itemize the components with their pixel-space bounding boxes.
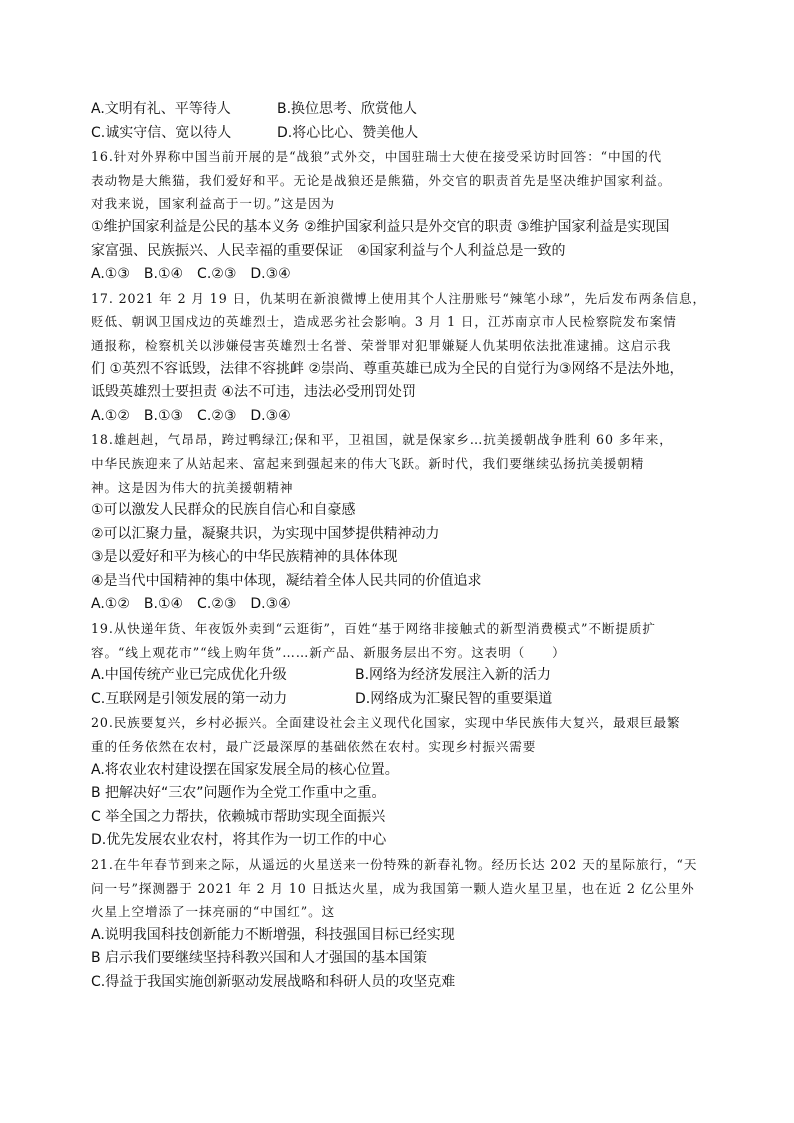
q21-option-a[interactable]: A.说明我国科技创新能力不断增强，科技强国目标已经实现 xyxy=(91,926,455,943)
q16-choices xyxy=(91,263,707,287)
q18-item-line: ①可以激发人民群众的民族自信心和自豪感 xyxy=(91,502,356,519)
q15-options-row-2 xyxy=(91,122,707,146)
q18-choice-d[interactable]: D.③④ xyxy=(250,596,291,613)
q18-item-line: ②可以汇聚力量，凝聚共识，为实现中国梦提供精神动力 xyxy=(91,525,440,542)
q18-choices xyxy=(91,593,707,617)
q16-item-line: ①维护国家利益是公民的基本义务 ②维护国家利益只是外交官的职责 ③维护国家利益是实现国 xyxy=(91,218,670,235)
q20-stem-line: 20.民族要复兴，乡村必振兴。全面建设社会主义现代化国家，实现中华民族伟大复兴，最艰巨最繁 xyxy=(91,715,681,731)
q20-stem-line: 重的任务依然在农村，最广泛最深厚的基础依然在农村。实现乡村振兴需要 xyxy=(91,739,537,755)
q15-options-row-1 xyxy=(91,98,707,122)
q20-option-d[interactable]: D.优先发展农业农村，将其作为一切工作的中心 xyxy=(91,832,387,849)
q16-stem-line: 表动物是大熊猫，我们爱好和平。无论是战狼还是熊猫，外交官的职责首先是坚决维护国家利益。 xyxy=(91,172,672,188)
q21-stem-line: 火星上空增添了一抹亮丽的“中国红”。这 xyxy=(91,904,336,920)
q17-choices xyxy=(91,405,707,429)
q18-stem-line: 神。这是因为伟大的抗美援朝精神 xyxy=(91,479,294,495)
q17-stem-line: 通报称，检察机关以涉嫌侵害英雄烈士名誉、荣誉罪对犯罪嫌疑人仇某明依法批准逮捕。这启示我 xyxy=(91,337,672,353)
q15-option-b[interactable]: B.换位思考、欣赏他人 xyxy=(277,101,418,117)
q18-choice-c[interactable]: C.②③ xyxy=(197,596,237,613)
q19-options-row-2 xyxy=(91,688,707,712)
q19-stem-line: 容。“线上观花市”“线上购年货”……新产品、新服务层出不穷。这表明（ ） xyxy=(91,644,566,660)
q18-item-line: ③是以爱好和平为核心的中华民族精神的具体体现 xyxy=(91,549,398,566)
q18-stem-line: 中华民族迎来了从站起来、富起来到强起来的伟大飞跃。新时代，我们要继续弘扬抗美援朝精 xyxy=(91,455,645,471)
q18-choice-a[interactable]: A.①② xyxy=(91,596,130,613)
q17-choice-d[interactable]: D.③④ xyxy=(250,407,291,424)
q20-option-a[interactable]: A.将农业农村建设摆在国家发展全局的核心位置。 xyxy=(91,761,399,778)
q19-options-row-1 xyxy=(91,664,707,688)
exam-content xyxy=(91,98,707,995)
q20-option-c[interactable]: C 举全国之力帮扶，依赖城市帮助实现全面振兴 xyxy=(91,808,386,825)
q17-choice-a[interactable]: A.①② xyxy=(91,407,130,424)
q16-stem-line: 16.针对外界称中国当前开展的是“战狼”式外交，中国驻瑞士大使在接受采访时回答：“中国的代 xyxy=(91,149,662,165)
q17-choice-c[interactable]: C.②③ xyxy=(197,407,237,424)
q17-item-line: 们 ①英烈不容诋毁，法律不容挑衅 ②崇尚、尊重英雄已成为全民的自觉行为③网络不是法外地， xyxy=(91,360,684,377)
q17-stem-line: 17. 2021 年 2 月 19 日，仇某明在新浪微博上使用其个人注册账号“辣笔小球”，先后发布两条信息， xyxy=(91,290,706,306)
q15-option-a[interactable]: A.文明有礼、平等待人 xyxy=(91,101,231,117)
q15-option-c[interactable]: C.诚实守信、宽以待人 xyxy=(91,124,232,141)
q18-choice-b[interactable]: B.①④ xyxy=(143,596,184,613)
q21-option-b[interactable]: B 启示我们要继续坚持科教兴国和人才强国的基本国策 xyxy=(91,950,428,967)
q18-stem-line: 18.雄赳赳，气昂昂，跨过鸭绿江;保和平，卫祖国，就是保家乡…抗美援朝战争胜利 60 多年来， xyxy=(91,432,673,448)
q17-stem-line: 贬低、朝讽卫国戍边的英雄烈士，造成恶劣社会影响。3 月 1 日，江苏南京市人民检察院发布案情 xyxy=(91,314,677,330)
q21-stem-line: 21.在牛年春节到来之际，从遥远的火星送来一份特殊的新春礼物。经历长达 202 天的星际旅行，“天 xyxy=(91,857,698,872)
q20-option-b[interactable]: B 把解决好“三农”问题作为全党工作重中之重。 xyxy=(91,785,386,802)
q19-option-c[interactable]: C.互联网是引领发展的第一动力 xyxy=(91,690,288,707)
q16-stem-line: 对我来说，国家利益高于一切。”这是因为 xyxy=(91,196,335,212)
q16-choice-c[interactable]: C.②③ xyxy=(197,266,237,283)
q16-choice-a[interactable]: A.①③ xyxy=(91,266,130,283)
q21-option-c[interactable]: C.得益于我国实施创新驱动发展战略和科研人员的攻坚克难 xyxy=(91,973,456,990)
q18-item-line: ④是当代中国精神的集中体现，凝结着全体人民共同的价值追求 xyxy=(91,572,482,589)
q16-choice-d[interactable]: D.③④ xyxy=(250,266,291,283)
q15-option-d[interactable]: D.将心比心、赞美他人 xyxy=(277,124,419,141)
q19-option-a[interactable]: A.中国传统产业已完成优化升级 xyxy=(91,667,287,684)
q19-option-b[interactable]: B.网络为经济发展注入新的活力 xyxy=(355,667,552,684)
q16-choice-b[interactable]: B.①④ xyxy=(143,266,184,283)
q19-option-d[interactable]: D.网络成为汇聚民智的重要渠道 xyxy=(355,690,553,707)
q17-choice-b[interactable]: B.①③ xyxy=(143,407,184,424)
q17-item-line: 诋毁英雄烈士要担责 ④法不可违，违法必受刑罚处罚 xyxy=(91,384,416,401)
q16-item-line: 家富强、民族振兴、人民幸福的重要保证 ④国家利益与个人利益总是一致的 xyxy=(91,242,566,259)
q19-stem-line: 19.从快递年货、年夜饭外卖到“云逛街”，百姓“基于网络非接触式的新型消费模式”不断提质扩 xyxy=(91,621,656,637)
q21-stem-line: 问一号”探测器于 2021 年 2 月 10 日抵达火星，成为我国第一颗人造火星卫星，也在近 2 亿公里外 xyxy=(91,880,695,896)
